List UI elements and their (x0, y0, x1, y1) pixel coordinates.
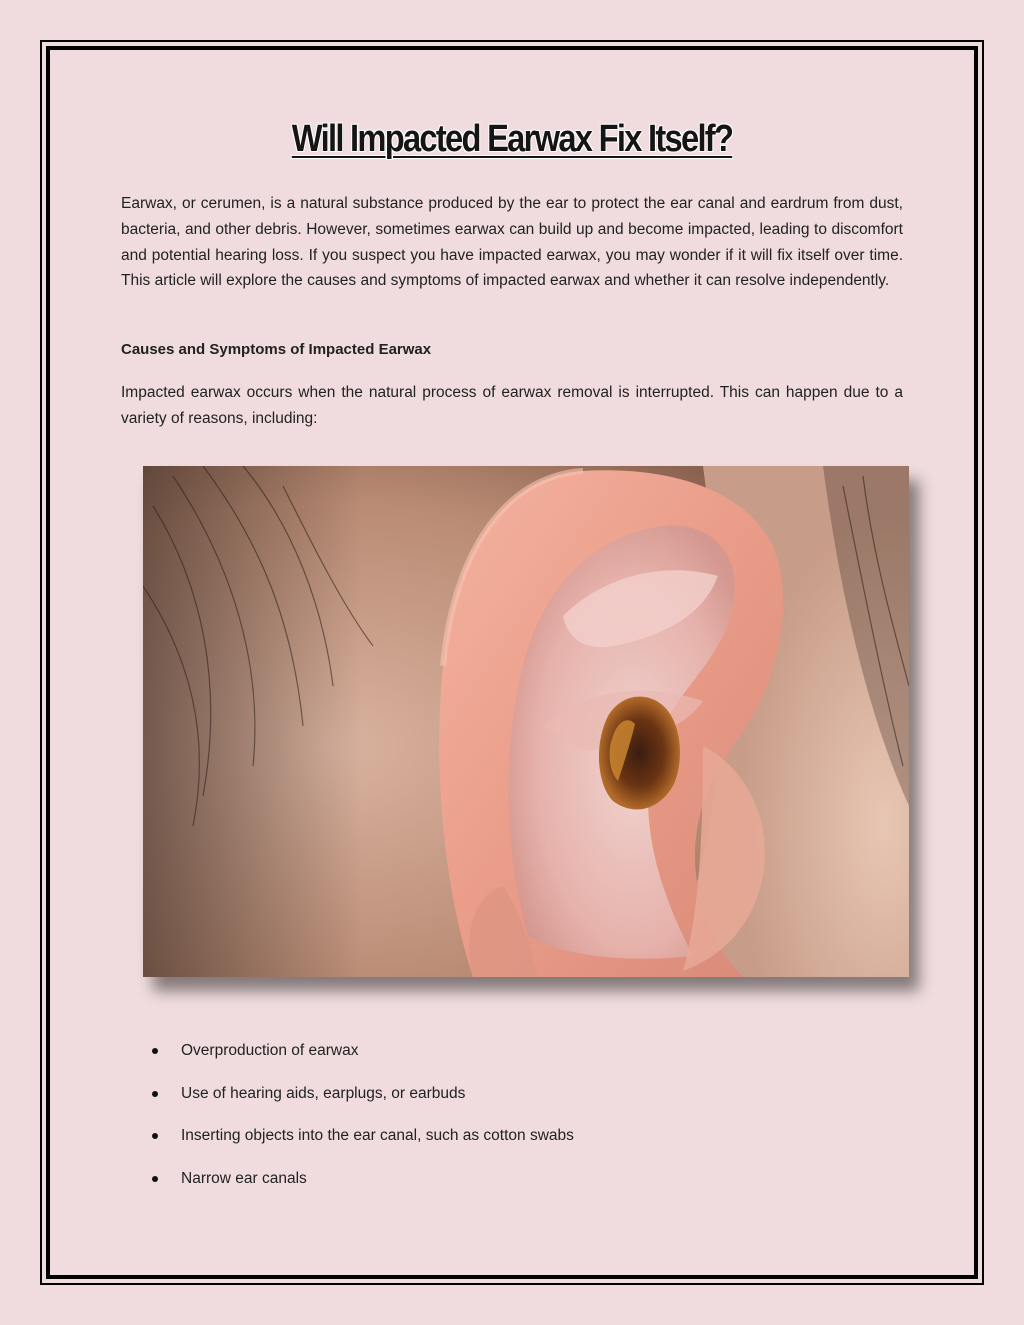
list-item: Use of hearing aids, earplugs, or earbuds (148, 1073, 848, 1116)
section-paragraph: Impacted earwax occurs when the natural process of earwax removal is interrupted. This can happen due to a variety of reasons, including: (121, 384, 903, 427)
bullet-icon (152, 1133, 158, 1139)
bullet-icon (152, 1091, 158, 1097)
intro-paragraph: Earwax, or cerumen, is a natural substance produced by the ear to protect the ear canal and eardrum from dust, bacteria, and other debris. However, sometimes earwax can build up and become impacted, leading to discomfort and potential hearing loss. If you suspect you have impacted earwax, you may wonder if it will fix itself over time. This article will explore the causes and symptoms of impacted earwax and whether it can resolve independently. (121, 195, 903, 290)
ear-photo (143, 466, 909, 977)
page-title: Will Impacted Earwax Fix Itself? (291, 118, 733, 160)
section-heading: Causes and Symptoms of Impacted Earwax (121, 341, 432, 358)
list-item: Overproduction of earwax (148, 1030, 848, 1073)
bullet-icon (152, 1176, 158, 1182)
list-item: Narrow ear canals (148, 1158, 848, 1201)
bullet-icon (152, 1048, 158, 1054)
list-item: Inserting objects into the ear canal, such as cotton swabs (148, 1115, 848, 1158)
causes-list (148, 1030, 848, 1200)
